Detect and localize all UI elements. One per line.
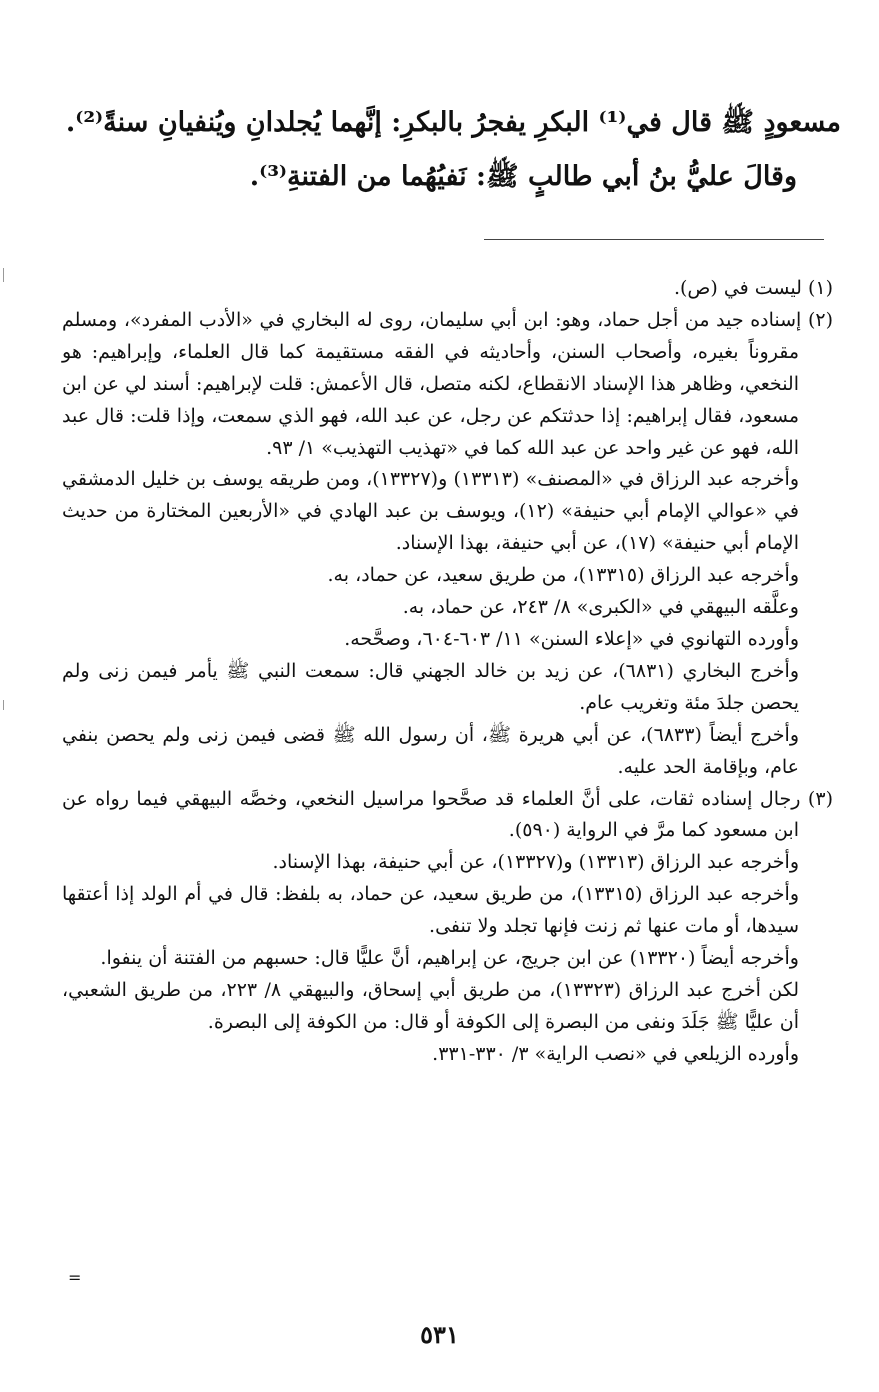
page-number: ٥٣١: [420, 1320, 459, 1349]
footnote-paragraph: وأخرجه عبد الرزاق (١٣٣١٥)، من طريق سعيد، عن حماد، به بلفظ: قال في أم الولد إذا أعتقها سيدها، أو مات عنها ثم زنت فإنها تجلد ولا تنفى.: [62, 883, 800, 938]
footnotes: [62, 273, 833, 1071]
footnote: (١) ليست في (ص).: [673, 277, 833, 299]
footnote-separator: [484, 239, 824, 240]
main-text-line: مسعودٍ ﷺ قال في⁽¹⁾ البكرِ يفجرُ بالبكرِ: إنَّهما يُجلدانِ ويُنفيانِ سنةً⁽²⁾.: [65, 107, 841, 138]
footnote-paragraph: وأخرجه عبد الرزاق في «المصنف» (١٣٣١٣) و(١٣٣٢٧)، ومن طريقه يوسف بن خليل الدمشقي في «عوالي الإمام أبي حنيفة» (١٢)، ويوسف بن عبد الهادي في «الأربعين المختارة من حديث الإمام أبي حنيفة» (١٧)، عن أبي حنيفة، بهذا الإسناد.: [62, 468, 799, 555]
footnote-paragraph: وأخرجه أيضاً (١٣٣٢٠) عن ابن جريج، عن إبراهيم، أنَّ عليًّا قال: حسبهم من الفتنة أن ينفوا.: [100, 947, 799, 970]
footnote-paragraph: وأخرج أيضاً (٦٨٣٣)، عن أبي هريرة ﷺ، أن رسول الله ﷺ قضى فيمن زنى ولم يحصن بنفي عام، وبإقامة الحد عليه.: [62, 723, 799, 778]
main-text: [40, 96, 841, 204]
footnote: (٣) رجال إسناده ثقات، على أنَّ العلماء قد صحَّحوا مراسيل النخعي، وخصَّه البيهقي فيما رواه عن ابن مسعود كما مرَّ في الرواية (٥٩٠).: [62, 787, 833, 842]
footnote-paragraph: وأخرجه عبد الرزاق (١٣٣١٥)، من طريق سعيد، عن حماد، به.: [327, 564, 799, 587]
scan-mark: [3, 268, 4, 282]
footnote-paragraph: وعلَّقه البيهقي في «الكبرى» ٨/ ٢٤٣، عن حماد، به.: [402, 596, 799, 619]
footnote-paragraph: وأورده التهانوي في «إعلاء السنن» ١١/ ٦٠٣-٦٠٤، وصحَّحه.: [344, 627, 799, 650]
footnote-paragraph: وأورده الزيلعي في «نصب الراية» ٣/ ٣٣٠-٣٣١.: [432, 1042, 799, 1065]
continuation-mark: =: [68, 1268, 82, 1287]
footnote-paragraph: وأخرج البخاري (٦٨٣١)، عن زيد بن خالد الجهني قال: سمعت النبي ﷺ يأمر فيمن زنى ولم يحصن جلدَ مئة وتغريب عام.: [62, 659, 799, 714]
footnote-paragraph: وأخرجه عبد الرزاق (١٣٣١٣) و(١٣٣٢٧)، عن أبي حنيفة، بهذا الإسناد.: [272, 851, 799, 874]
footnote: (٢) إسناده جيد من أجل حماد، وهو: ابن أبي سليمان، روى له البخاري في «الأدب المفرد»، ومسلم مقروناً بغيره، وأصحاب السنن، وأحاديثه في الفقه مستقيمة كما قال العلماء، وإبراهيم: هو النخعي، وظاهر هذا الإسناد الانقطاع، لكنه متصل، قال الأعمش: قلت لإبراهيم: أسند لي عن ابن مسعود، فقال إبراهيم: إذا حدثتكم عن رجل، عن عبد الله، فهو الذي سمعت، وإذا قلت: قال عبد الله، فهو عن غير واحد عن عبد الله كما في «تهذيب التهذيب» ١/ ٩٣.: [62, 308, 833, 459]
main-text-line: وقالَ عليُّ بنُ أبي طالبٍ ﷺ: نَفيُهُما من الفتنةِ⁽³⁾.: [249, 161, 797, 192]
footnote-paragraph: لكن أخرج عبد الرزاق (١٣٣٢٣)، من طريق أبي إسحاق، والبيهقي ٨/ ٢٢٣، من طريق الشعبي، أن عليًّا ﷺ جَلَدَ ونفى من البصرة إلى الكوفة أو قال: من الكوفة إلى البصرة.: [62, 978, 799, 1033]
scan-mark: [3, 700, 4, 710]
